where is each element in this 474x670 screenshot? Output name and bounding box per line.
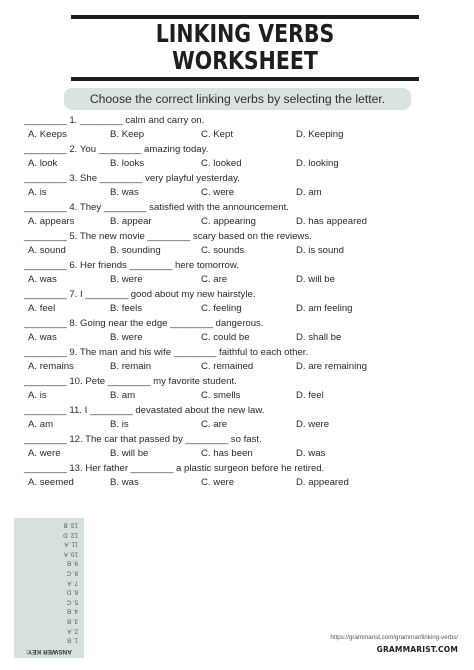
answer-options	[24, 216, 444, 228]
instruction-banner: Choose the correct linking verbs by selecting the letter.	[64, 88, 411, 110]
question-text: ________ 2. You ________ amazing today.	[24, 144, 209, 155]
answer-option-d[interactable]: D. appeared	[296, 477, 349, 488]
answer-option-a[interactable]: A. was	[28, 274, 57, 285]
answer-option-c[interactable]: C. smells	[201, 390, 241, 401]
question-text: ________ 12. The car that passed by ________ so fast.	[24, 434, 262, 445]
answer-key-item: 9. B	[66, 559, 78, 567]
answer-option-c[interactable]: C. has been	[201, 448, 253, 459]
answer-option-d[interactable]: D. has appeared	[296, 216, 367, 227]
answer-option-d[interactable]: D. were	[296, 419, 330, 430]
answer-key-item: 7. A	[67, 579, 78, 587]
answer-option-c[interactable]: C. were	[201, 187, 235, 198]
answer-options	[24, 390, 444, 402]
answer-option-c[interactable]: C. looked	[201, 158, 242, 169]
answer-options	[24, 361, 444, 373]
answer-option-c[interactable]: C. sounds	[201, 245, 245, 256]
answer-option-a[interactable]: A. sound	[28, 245, 66, 256]
answer-options	[24, 158, 444, 170]
question-text: ________ 3. She ________ very playful yesterday.	[24, 173, 240, 184]
question-item	[24, 200, 444, 229]
worksheet-title-line1: LINKING VERBS	[155, 19, 335, 48]
answer-option-d[interactable]: D. feel	[296, 390, 324, 401]
answer-option-c[interactable]: C. are	[201, 274, 228, 285]
answer-options	[24, 477, 444, 489]
answer-option-c[interactable]: C. remained	[201, 361, 254, 372]
answer-key-item: 8. C	[66, 569, 78, 577]
question-item	[24, 113, 444, 142]
worksheet-title-line2: WORKSHEET	[172, 46, 318, 75]
answer-options	[24, 245, 444, 257]
answer-key-item: 13. B	[63, 521, 78, 529]
answer-option-d[interactable]: D. am feeling	[296, 303, 353, 314]
answer-option-c[interactable]: C. feeling	[201, 303, 242, 314]
answer-option-a[interactable]: A. Keeps	[28, 129, 67, 140]
answer-options	[24, 332, 444, 344]
question-text: ________ 5. The new movie ________ scary based on the reviews.	[24, 231, 312, 242]
answer-key-label: ANSWER KEY:	[26, 648, 72, 655]
answer-option-c[interactable]: C. were	[201, 477, 235, 488]
answer-option-b[interactable]: B. will be	[110, 448, 149, 459]
answer-key-item: 12. D	[63, 531, 78, 539]
answer-option-d[interactable]: D. will be	[296, 274, 335, 285]
answer-option-a[interactable]: A. were	[28, 448, 61, 459]
question-item	[24, 374, 444, 403]
answer-option-b[interactable]: B. Keep	[110, 129, 145, 140]
question-text: ________ 13. Her father ________ a plastic surgeon before he retired.	[24, 463, 325, 474]
brand-logo: GRAMMARIST.COM	[376, 645, 458, 654]
answer-option-b[interactable]: B. was	[110, 477, 139, 488]
question-item	[24, 258, 444, 287]
title-rule-bottom	[71, 77, 419, 81]
answer-options	[24, 303, 444, 315]
question-text: ________ 4. They ________ satisfied with the announcement.	[24, 202, 289, 213]
question-text: ________ 8. Going near the edge ________ dangerous.	[24, 318, 264, 329]
answer-key-item: 1. B	[66, 636, 78, 644]
answer-option-b[interactable]: B. looks	[110, 158, 145, 169]
answer-option-a[interactable]: A. is	[28, 390, 47, 401]
answer-option-a[interactable]: A. remains	[28, 361, 74, 372]
question-text: ________ 7. I ________ good about my new hairstyle.	[24, 289, 256, 300]
answer-option-a[interactable]: A. look	[28, 158, 58, 169]
answer-option-b[interactable]: B. were	[110, 274, 143, 285]
answer-option-d[interactable]: D. looking	[296, 158, 339, 169]
question-item	[24, 403, 444, 432]
answer-option-c[interactable]: C. Kept	[201, 129, 233, 140]
answer-option-b[interactable]: B. was	[110, 187, 139, 198]
answer-option-b[interactable]: B. appear	[110, 216, 152, 227]
question-item	[24, 461, 444, 490]
answer-options	[24, 274, 444, 286]
answer-option-d[interactable]: D. shall be	[296, 332, 342, 343]
question-item	[24, 345, 444, 374]
answer-option-c[interactable]: C. appearing	[201, 216, 256, 227]
answer-option-b[interactable]: B. sounding	[110, 245, 161, 256]
source-url[interactable]: https://grammarist.com/grammar/linking-verbs/	[330, 634, 458, 641]
question-item	[24, 316, 444, 345]
answer-key-item: 11. A	[64, 540, 78, 548]
answer-option-b[interactable]: B. am	[110, 390, 136, 401]
answer-key-item: 3. B	[66, 617, 78, 625]
question-item	[24, 229, 444, 258]
answer-option-a[interactable]: A. was	[28, 332, 57, 343]
question-text: ________ 9. The man and his wife ________ faithful to each other.	[24, 347, 309, 358]
question-item	[24, 171, 444, 200]
answer-key-item: 4. B	[66, 607, 78, 615]
answer-option-d[interactable]: D. was	[296, 448, 326, 459]
answer-option-b[interactable]: B. remain	[110, 361, 152, 372]
question-item	[24, 432, 444, 461]
answer-option-b[interactable]: B. feels	[110, 303, 142, 314]
answer-option-a[interactable]: A. is	[28, 187, 47, 198]
answer-key-item: 6. D	[66, 588, 78, 596]
answer-option-b[interactable]: B. were	[110, 332, 143, 343]
answer-options	[24, 187, 444, 199]
answer-option-d[interactable]: D. Keeping	[296, 129, 344, 140]
answer-options	[24, 129, 444, 141]
answer-options	[24, 419, 444, 431]
question-item	[24, 142, 444, 171]
question-text: ________ 1. ________ calm and carry on.	[24, 115, 205, 126]
answer-option-a[interactable]: A. am	[28, 419, 54, 430]
question-list	[24, 113, 444, 490]
answer-option-c[interactable]: C. could be	[201, 332, 250, 343]
answer-option-a[interactable]: A. feel	[28, 303, 56, 314]
answer-option-c[interactable]: C. are	[201, 419, 228, 430]
question-text: ________ 10. Pete ________ my favorite student.	[24, 376, 237, 387]
answer-key-list	[48, 520, 78, 645]
answer-options	[24, 448, 444, 460]
answer-option-a[interactable]: A. seemed	[28, 477, 74, 488]
question-text: ________ 6. Her friends ________ here tomorrow.	[24, 260, 239, 271]
answer-option-b[interactable]: B. is	[110, 419, 129, 430]
answer-option-a[interactable]: A. appears	[28, 216, 75, 227]
question-text: ________ 11. I ________ devastated about the new law.	[24, 405, 265, 416]
answer-key-item: 2. A	[67, 627, 78, 635]
answer-option-d[interactable]: D. is sound	[296, 245, 344, 256]
answer-key-item: 5. C	[66, 598, 78, 606]
question-item	[24, 287, 444, 316]
answer-option-d[interactable]: D. am	[296, 187, 322, 198]
answer-key-item: 10. A	[63, 550, 78, 558]
answer-option-d[interactable]: D. are remaining	[296, 361, 367, 372]
